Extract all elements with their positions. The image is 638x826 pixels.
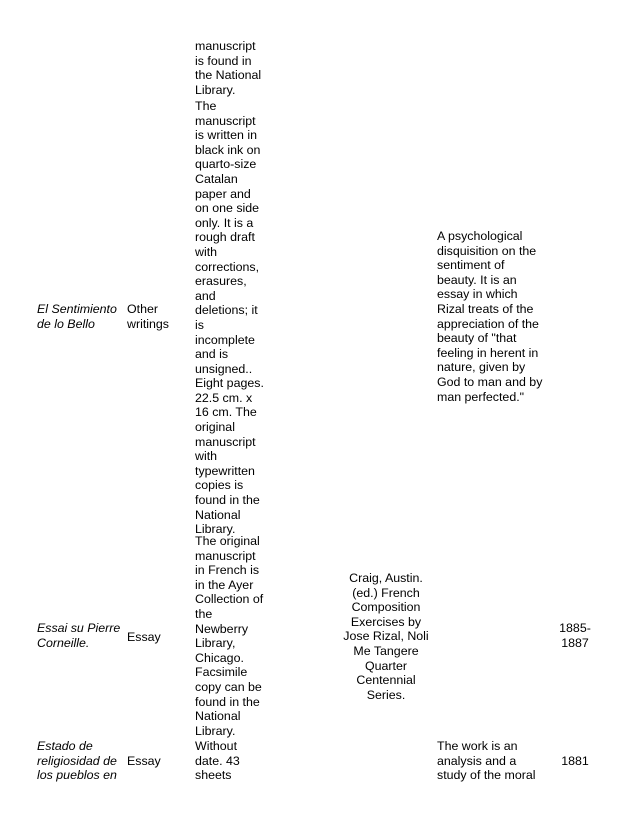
row-2-summary: A psychological disquisition on the sentiment of beauty. It is an essay in which Rizal treats of the appreciation of the beauty of "that feeling in herent in nature, given by God to man and by man perfected." xyxy=(437,229,543,404)
row-1-description: manuscript is found in the National Library. xyxy=(195,39,262,97)
row-3-title: Essai su Pierre Corneille. xyxy=(37,621,121,650)
row-2-type: Other writings xyxy=(127,302,169,331)
row-4-summary: The work is an analysis and a study of the moral xyxy=(437,739,536,783)
row-3-description: The original manuscript in French is in the Ayer Collection of the Newberry Library, Chicago. Facsimile copy can be found in the National Library. xyxy=(195,534,264,738)
row-4-type: Essay xyxy=(127,754,161,768)
row-4-description: Without date. 43 sheets xyxy=(195,739,240,783)
row-4-date: 1881 xyxy=(561,754,589,768)
row-3-reference: Craig, Austin. (ed.) French Composition Exercises by Jose Rizal, Noli Me Tangere Quarter Centennial Series. xyxy=(343,571,429,702)
row-3-type: Essay xyxy=(127,630,161,644)
row-2-title: El Sentimiento de lo Bello xyxy=(37,302,117,331)
row-3-date: 1885- 1887 xyxy=(559,621,591,650)
row-4-title: Estado de religiosidad de los pueblos en xyxy=(37,739,117,783)
row-2-description: The manuscript is written in black ink on quarto-size Catalan paper and on one side only. It is a rough draft with corrections, erasures, and deletions; it is incomplete and is unsigned.. Eight pages. 22.5 cm. x 16 cm. The original manuscript with typewritten copies is found in the National Library. xyxy=(195,99,264,537)
